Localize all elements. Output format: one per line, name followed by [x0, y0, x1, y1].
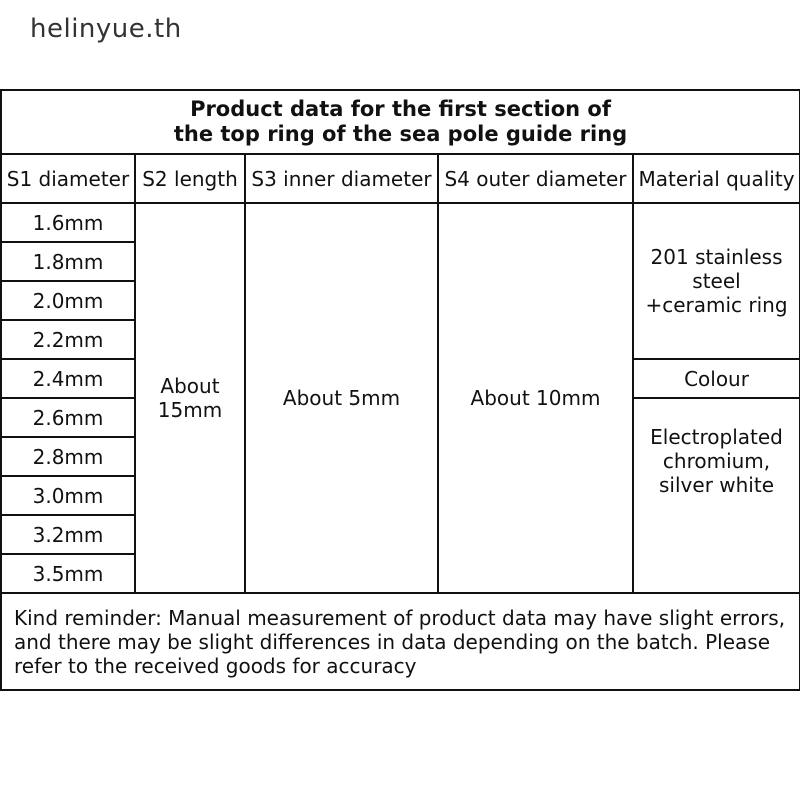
header-s3-inner-diameter: S3 inner diameter [245, 154, 438, 203]
s2-length-line-1: About [160, 374, 220, 398]
kind-reminder-note [1, 593, 800, 690]
reminder-line-3: refer to the received goods for accuracy [14, 653, 417, 678]
colour-line-3: silver white [659, 473, 775, 497]
s1-diameter-cell: 1.8mm [1, 242, 135, 281]
colour-value-cell [633, 398, 800, 593]
reminder-line-2: and there may be slight differences in data depending on the batch. Please [14, 629, 771, 654]
material-line-3: +ceramic ring [645, 293, 788, 317]
s1-diameter-cell: 3.5mm [1, 554, 135, 593]
s4-outer-diameter-cell: About 10mm [438, 203, 633, 593]
reminder-line-1: Kind reminder: Manual measurement of product data may have slight errors, [14, 605, 786, 630]
header-s2-length: S2 length [135, 154, 245, 203]
colour-line-2: chromium, [662, 449, 771, 473]
s1-diameter-cell: 2.0mm [1, 281, 135, 320]
s2-length-cell [135, 203, 245, 593]
table-title-line-1: Product data for the first section of [190, 97, 611, 121]
header-s1-diameter: S1 diameter [1, 154, 135, 203]
header-row [1, 154, 800, 203]
table-row [1, 203, 800, 242]
title-row [1, 90, 800, 154]
s1-diameter-cell: 2.4mm [1, 359, 135, 398]
s1-diameter-cell: 2.8mm [1, 437, 135, 476]
s1-diameter-cell: 3.2mm [1, 515, 135, 554]
material-line-2: steel [692, 269, 741, 293]
s1-diameter-cell: 3.0mm [1, 476, 135, 515]
table-title-line-2: the top ring of the sea pole guide ring [173, 122, 628, 146]
header-s4-outer-diameter: S4 outer diameter [438, 154, 633, 203]
material-line-1: 201 stainless [650, 245, 783, 269]
colour-label-cell: Colour [633, 359, 800, 398]
table-title [1, 90, 800, 154]
material-quality-cell [633, 203, 800, 359]
product-spec-table [0, 89, 800, 691]
reminder-row [1, 593, 800, 690]
s1-diameter-cell: 1.6mm [1, 203, 135, 242]
s2-length-line-2: 15mm [157, 398, 223, 422]
colour-line-1: Electroplated [650, 425, 783, 449]
watermark-text: helinyue.th [30, 14, 182, 44]
s1-diameter-cell: 2.6mm [1, 398, 135, 437]
s3-inner-diameter-cell: About 5mm [245, 203, 438, 593]
s1-diameter-cell: 2.2mm [1, 320, 135, 359]
header-material-quality: Material quality [633, 154, 800, 203]
